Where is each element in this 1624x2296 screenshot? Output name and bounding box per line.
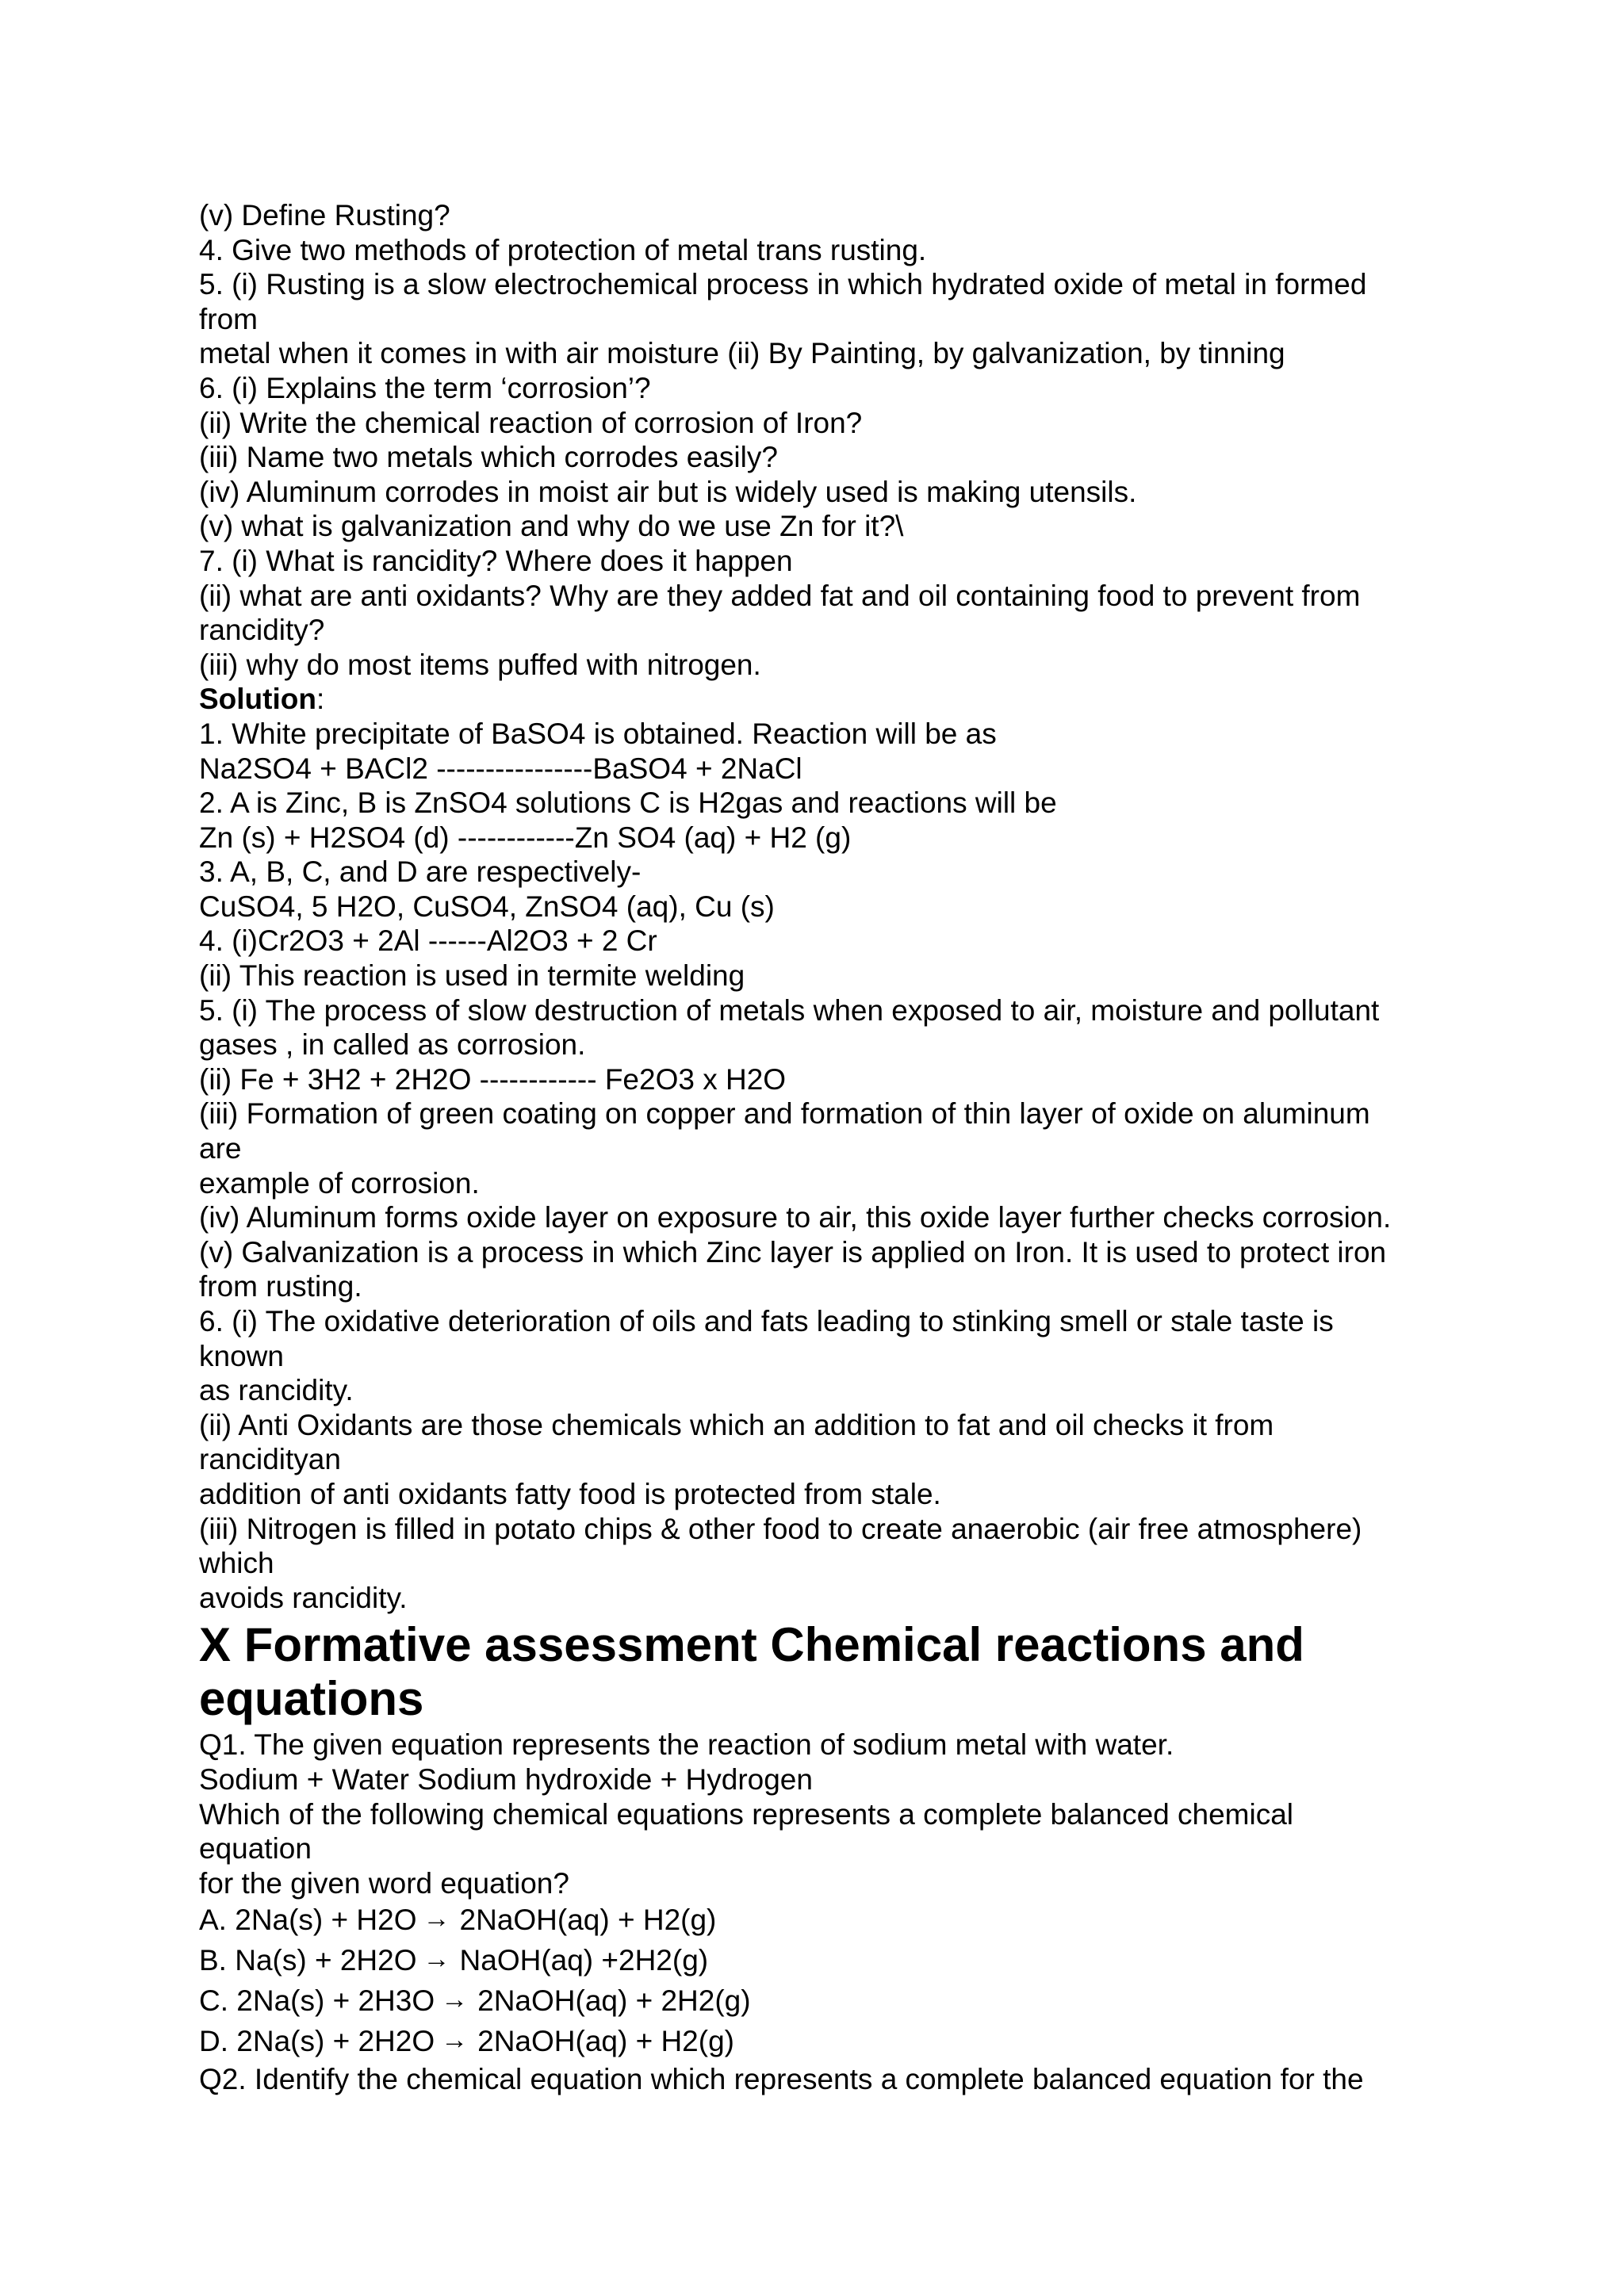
option-lhs: B. Na(s) + 2H2O <box>199 1944 417 1977</box>
text-line: 5. (i) The process of slow destruction of metals when exposed to air, moisture and pollutant <box>199 993 1380 1027</box>
text-line: (v) Galvanization is a process in which Zinc layer is applied on Iron. It is used to protect iron <box>199 1235 1387 1269</box>
text-line: 6. (i) The oxidative deterioration of oils and fats leading to stinking smell or stale taste is <box>199 1305 1334 1337</box>
text-line: 4. Give two methods of protection of metal trans rusting. <box>199 233 927 266</box>
section-heading <box>199 1618 1436 1726</box>
text-line: from <box>199 302 258 335</box>
text-line: Sodium + Water Sodium hydroxide + Hydrogen <box>199 1762 813 1796</box>
text-line: (ii) Anti Oxidants are those chemicals which an addition to fat and oil checks it from <box>199 1408 1274 1441</box>
option-a <box>199 1900 1436 1941</box>
text-line: (ii) what are anti oxidants? Why are they added fat and oil containing food to prevent from <box>199 579 1361 612</box>
question-1-block <box>199 1728 1436 1900</box>
text-line: example of corrosion. <box>199 1166 480 1200</box>
text-line: (ii) This reaction is used in termite welding <box>199 959 745 993</box>
text-line: (ii) Write the chemical reaction of corrosion of Iron? <box>199 406 863 439</box>
text-line: (v) Define Rusting? <box>199 199 450 232</box>
text-line: Which of the following chemical equations represents a complete balanced chemical <box>199 1797 1294 1831</box>
text-line: Q1. The given equation represents the reaction of sodium metal with water. <box>199 1728 1174 1762</box>
option-rhs: NaOH(aq) +2H2(g) <box>459 1944 709 1977</box>
text-line: 6. (i) Explains the term ‘corrosion’? <box>199 371 651 404</box>
text-line: (iv) Aluminum forms oxide layer on exposure to air, this oxide layer further checks corrosion. <box>199 1201 1392 1234</box>
text-line: Na2SO4 + BACl2 ----------------BaSO4 + 2NaCl <box>199 752 802 785</box>
text-line: 3. A, B, C, and D are respectively- <box>199 855 642 889</box>
text-line: equation <box>199 1832 312 1866</box>
text-line: addition of anti oxidants fatty food is protected from stale. <box>199 1477 941 1510</box>
arrow-icon: → <box>423 1944 450 1975</box>
text-line: gases , in called as corrosion. <box>199 1028 586 1062</box>
arrow-icon: → <box>441 2025 469 2056</box>
text-line: CuSO4, 5 H2O, CuSO4, ZnSO4 (aq), Cu (s) <box>199 890 775 923</box>
text-line: rancidityan <box>199 1443 341 1476</box>
text-line: which <box>199 1547 274 1580</box>
option-lhs: C. 2Na(s) + 2H3O <box>199 1984 435 2018</box>
text-line: (iii) Nitrogen is filled in potato chips & other food to create anaerobic (air free atmosphere) <box>199 1512 1362 1545</box>
text-line: metal when it comes in with air moisture (ii) By Painting, by galvanization, by tinning <box>199 337 1285 370</box>
text-line: (v) what is galvanization and why do we use Zn for it?\ <box>199 510 904 543</box>
questions-block <box>199 198 1436 682</box>
option-b <box>199 1941 1436 1981</box>
text-line: Zn (s) + H2SO4 (d) ------------Zn SO4 (aq) + H2 (g) <box>199 821 852 854</box>
option-rhs: 2NaOH(aq) + H2(g) <box>477 2025 734 2058</box>
heading-line: X Formative assessment Chemical reactions and <box>199 1618 1304 1672</box>
option-d <box>199 2022 1436 2062</box>
text-line: 1. White precipitate of BaSO4 is obtained. Reaction will be as <box>199 717 997 750</box>
document-page <box>199 198 1436 2097</box>
arrow-icon: → <box>441 1984 469 2015</box>
text-line: (iii) Formation of green coating on copper and formation of thin layer of oxide on aluminum <box>199 1097 1370 1131</box>
option-lhs: A. 2Na(s) + H2O <box>199 1904 417 1937</box>
solution-colon: : <box>316 683 325 716</box>
text-line: (iv) Aluminum corrodes in moist air but is widely used is making utensils. <box>199 475 1137 508</box>
heading-line: equations <box>199 1672 424 1726</box>
option-lhs: D. 2Na(s) + 2H2O <box>199 2025 435 2058</box>
text-line: rancidity? <box>199 614 325 647</box>
text-line: (iii) Name two metals which corrodes easily? <box>199 441 778 474</box>
text-line: from rusting. <box>199 1270 362 1303</box>
text-line: for the given word equation? <box>199 1866 569 1900</box>
text-line: (ii) Fe + 3H2 + 2H2O ------------ Fe2O3 x H2O <box>199 1062 787 1096</box>
arrow-icon: → <box>423 1904 450 1934</box>
option-c <box>199 1981 1436 2022</box>
text-line: 4. (i)Cr2O3 + 2Al ------Al2O3 + 2 Cr <box>199 924 657 958</box>
text-line: 5. (i) Rusting is a slow electrochemical process in which hydrated oxide of metal in formed <box>199 268 1367 301</box>
text-line: (iii) why do most items puffed with nitrogen. <box>199 648 761 681</box>
solution-heading <box>199 682 1436 717</box>
text-line: are <box>199 1132 242 1165</box>
text-line: 2. A is Zinc, B is ZnSO4 solutions C is H2gas and reactions will be <box>199 786 1057 820</box>
solution-block <box>199 717 1436 1615</box>
options-list <box>199 1900 1436 2062</box>
text-line: as rancidity. <box>199 1374 354 1407</box>
solution-label: Solution <box>199 683 316 716</box>
question-2: Q2. Identify the chemical equation which represents a complete balanced equation for the <box>199 2063 1364 2096</box>
option-rhs: 2NaOH(aq) + H2(g) <box>459 1904 717 1937</box>
text-line: known <box>199 1339 284 1372</box>
text-line: 7. (i) What is rancidity? Where does it happen <box>199 544 793 577</box>
option-rhs: 2NaOH(aq) + 2H2(g) <box>477 1984 751 2018</box>
text-line: avoids rancidity. <box>199 1581 408 1614</box>
